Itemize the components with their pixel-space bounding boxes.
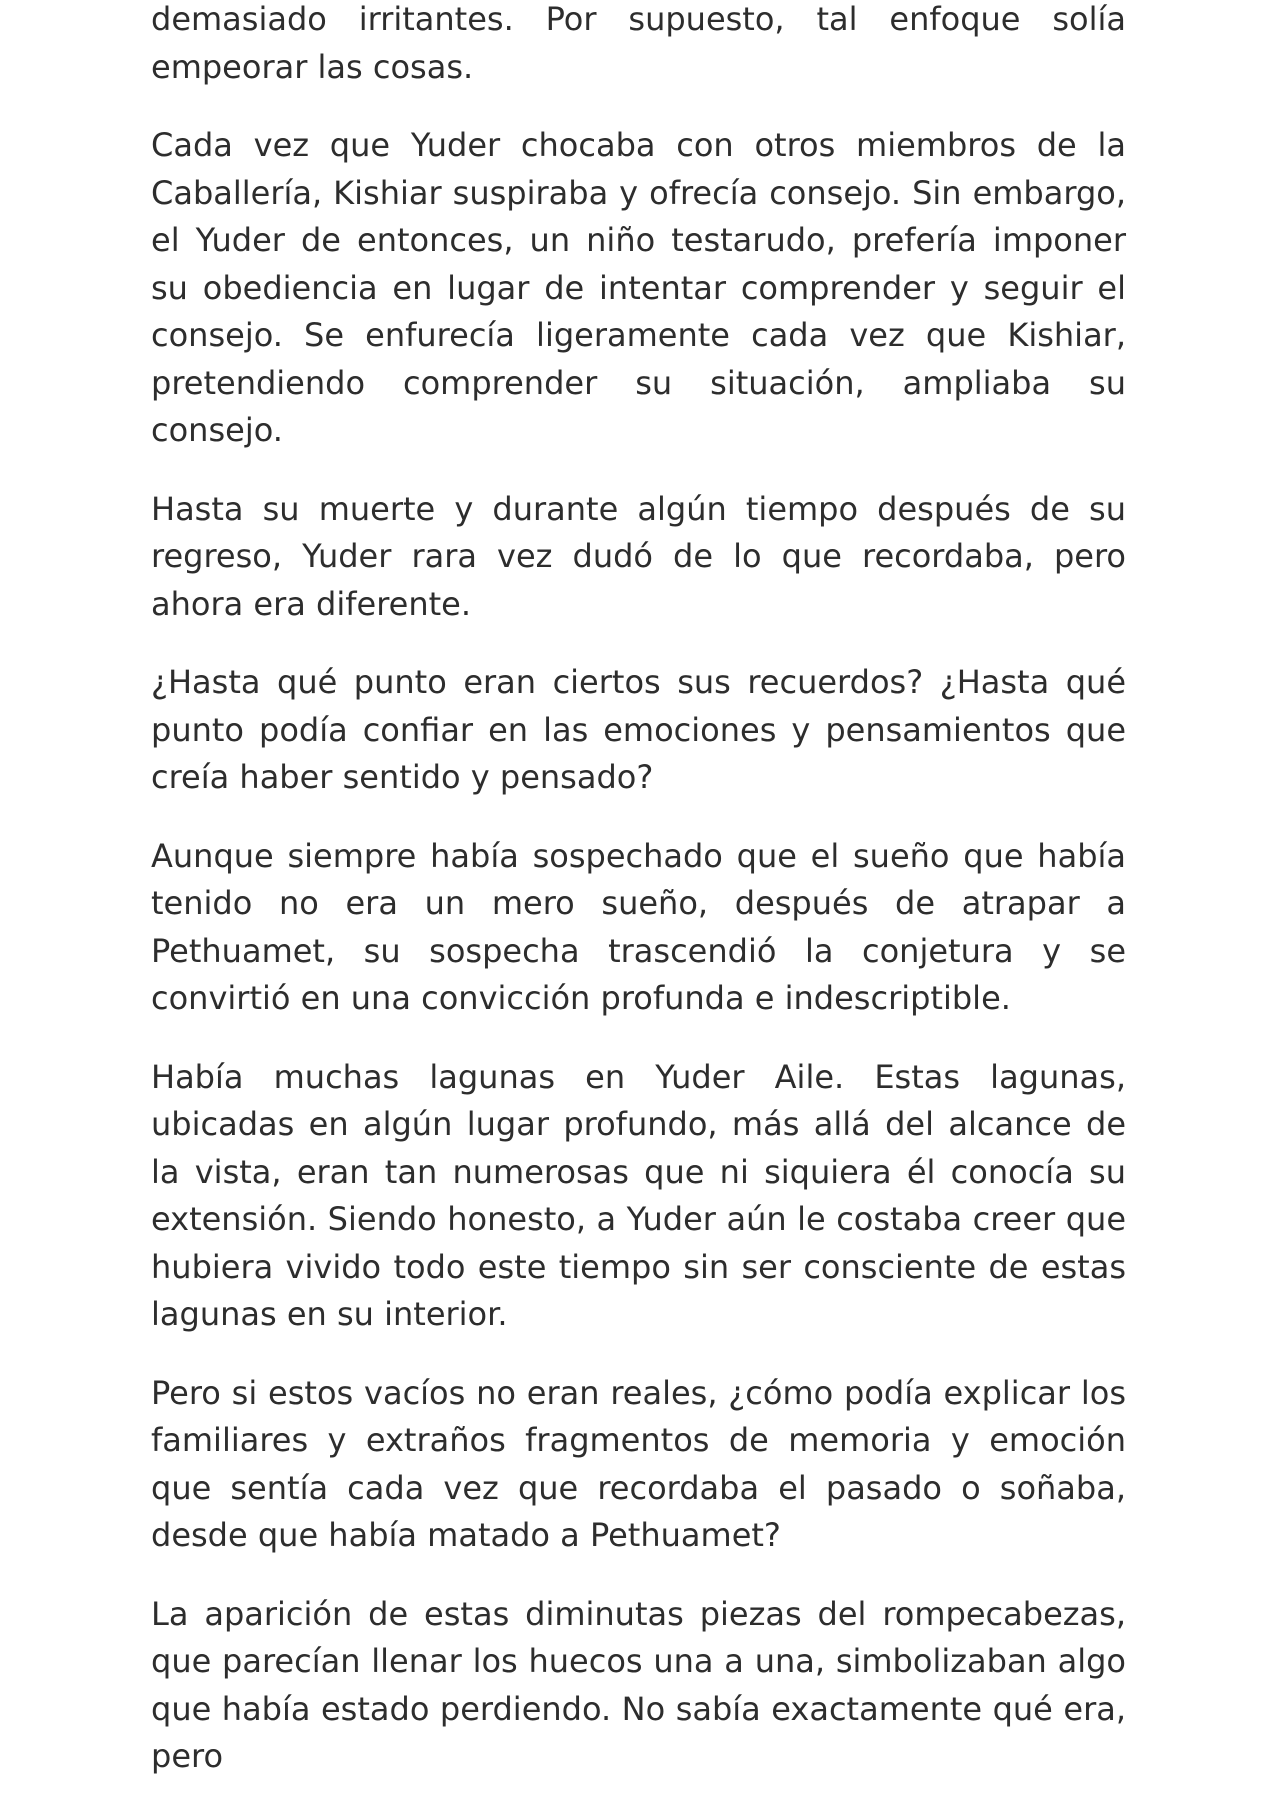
- paragraph-2: Cada vez que Yuder chocaba con otros miembros de la Caballería, Kishiar suspiraba y ofrecía consejo. Sin embargo, el Yuder de entonces, un niño testarudo, prefería imponer su obediencia en lugar de intentar comprender y seguir el consejo. Se enfurecía ligeramente cada vez que Kishiar, pretendiendo comprender su situación, ampliaba su consejo.: [151, 126, 1126, 449]
- paragraph-1: demasiado irritantes. Por supuesto, tal enfoque solía empeorar las cosas.: [151, 0, 1126, 86]
- paragraph-7: Pero si estos vacíos no eran reales, ¿cómo podía explicar los familiares y extraños fragmentos de memoria y emoción que sentía cada vez que recordaba el pasado o soñaba, desde que había matado a Pethuamet?: [151, 1373, 1126, 1554]
- paragraph-5: Aunque siempre había sospechado que el sueño que había tenido no era un mero sueño, después de atrapar a Pethuamet, su sospecha trascendió la conjetura y se convirtió en una convicción profunda e indescriptible.: [151, 836, 1126, 1017]
- document-page: [151, 0, 1126, 1812]
- paragraph-3: Hasta su muerte y durante algún tiempo después de su regreso, Yuder rara vez dudó de lo que recordaba, pero ahora era diferente.: [151, 489, 1126, 623]
- paragraph-4: ¿Hasta qué punto eran ciertos sus recuerdos? ¿Hasta qué punto podía confiar en las emociones y pensamientos que creía haber sentido y pensado?: [151, 663, 1126, 796]
- paragraph-6: Había muchas lagunas en Yuder Aile. Estas lagunas, ubicadas en algún lugar profundo, más allá del alcance de la vista, eran tan numerosas que ni siquiera él conocía su extensión. Siendo honesto, a Yuder aún le costaba creer que hubiera vivido todo este tiempo sin ser consciente de estas lagunas en su interior.: [151, 1057, 1126, 1333]
- paragraph-8: La aparición de estas diminutas piezas del rompecabezas, que parecían llenar los huecos una a una, simbolizaban algo que había estado perdiendo. No sabía exactamente qué era, pero: [151, 1594, 1126, 1775]
